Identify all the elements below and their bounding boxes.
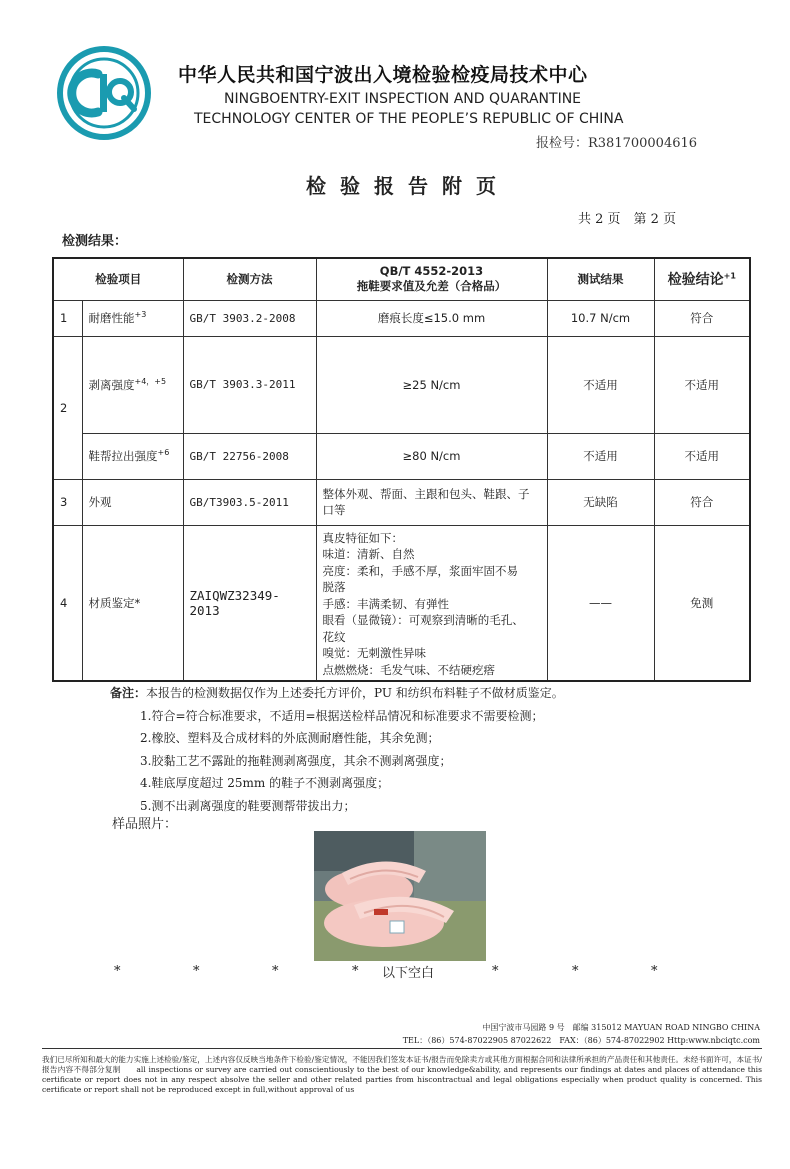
star-mark: *	[492, 964, 499, 979]
req-line: 点燃燃烧：毛发气味、不结硬疙瘩	[322, 662, 495, 677]
sample-photo-label: 样品照片：	[112, 817, 178, 832]
notes-intro: 本报告的检测数据仅作为上述委托方评价，PU 和纺织布料鞋子不做材质鉴定。	[146, 686, 564, 700]
header-conclusion	[654, 258, 750, 300]
row-requirement: 整体外观、帮面、主跟和包头、鞋跟、子口等	[316, 479, 547, 525]
star-mark: *	[352, 964, 359, 979]
row-method: GB/T 3903.2-2008	[183, 300, 316, 336]
req-line: 嗅觉：无刺激性异味	[322, 646, 426, 660]
req-line: 脱落	[322, 580, 346, 594]
req-line: 真皮特征如下：	[322, 530, 403, 545]
blank-below-marker	[0, 962, 790, 982]
table-row	[53, 300, 750, 336]
row-requirement: ≥25 N/cm	[316, 336, 547, 433]
note-item: 2.橡胶、塑料及合成材料的外底测耐磨性能，其余免测；	[140, 731, 440, 745]
row-conclusion: 符合	[654, 479, 750, 525]
table-row	[53, 433, 750, 479]
row-item-label: 剥离强度	[88, 377, 135, 392]
req-line: 手感：丰满柔韧、有弹性	[322, 596, 449, 611]
header-conclusion-label: 检验结论	[667, 272, 724, 289]
star-mark: *	[572, 964, 579, 979]
blank-below-text: 以下空白	[382, 966, 435, 981]
notes-intro-line	[110, 682, 564, 705]
row-result: 10.7 N/cm	[547, 300, 654, 336]
table-row	[53, 525, 750, 681]
table-header-row	[53, 258, 750, 300]
table-row	[53, 479, 750, 525]
note-item: 3.胶黏工艺不露趾的拖鞋测剥离强度，其余不测剥离强度；	[140, 753, 452, 768]
header-requirement-line1: QB/T 4552-2013	[379, 264, 484, 279]
row-requirement	[316, 525, 547, 681]
ciq-logo-icon	[54, 46, 154, 140]
req-line: 味道：清新、自然	[322, 547, 415, 561]
footer-contact: TEL：（86）574-87022905 87022622 FAX：（86）574-87022902 Http:www.nbciqtc.com	[402, 1036, 760, 1045]
row-item-sup: +3	[134, 310, 147, 320]
results-table	[52, 257, 751, 682]
footer-disclaimer: 我们已尽所知和最大的能力实施上述检验/鉴定，上述内容仅反映当地条件下检验/鉴定情况，不能因我们签发本证书/报告而免除卖方或其他方面根据合同和法律所承担的产品责任和其他责任。未经书面许可，本证书/报告内容不得部分复制 all inspections or survey are carried out conscientiously to the best of our knowledge&ability, and represents our findings at dates and places of attendance this certificate or report does not in any respect absolve the seller and other related parties from hiscontractual and legal obligations especially when product quality is concerned. This certificate or report shall not be reproduced except in full,without approval of us	[42, 1055, 762, 1094]
row-number: 4	[53, 525, 82, 681]
header-conclusion-sup: +1	[723, 271, 736, 281]
req-line: 花纹	[322, 629, 346, 644]
org-name-en-line2: TECHNOLOGY CENTER OF THE PEOPLE’S REPUBLIC OF CHINA	[194, 111, 624, 127]
org-name-en-line1: NINGBOENTRY-EXIT INSPECTION AND QUARANTINE	[224, 91, 582, 107]
row-item-sup: +4，+5	[134, 377, 167, 387]
row-item-sup: +6	[157, 448, 170, 458]
row-result: 不适用	[547, 336, 654, 433]
row-number: 3	[53, 479, 82, 525]
note-item: 5.测不出剥离强度的鞋要测帮带拔出力；	[140, 798, 356, 813]
star-mark: *	[114, 964, 121, 979]
row-item	[82, 433, 183, 479]
header-requirement	[316, 258, 547, 300]
row-requirement: 磨痕长度≤15.0 mm	[316, 300, 547, 336]
row-item	[82, 336, 183, 433]
row-item	[82, 300, 183, 336]
row-requirement: ≥80 N/cm	[316, 433, 547, 479]
row-method: GB/T 3903.3-2011	[183, 336, 316, 433]
row-method: GB/T3903.5-2011	[183, 479, 316, 525]
row-item-label: 鞋帮拉出强度	[88, 449, 158, 463]
page-count: 共 2 页 第 2 页	[578, 212, 677, 227]
req-line: 眼看（显微镜）：可观察到清晰的毛孔、	[322, 613, 524, 627]
row-result: ——	[547, 525, 654, 681]
star-mark: *	[651, 964, 658, 979]
notes	[110, 682, 564, 817]
row-conclusion: 不适用	[654, 433, 750, 479]
row-result: 无缺陷	[547, 479, 654, 525]
org-name-cn: 中华人民共和国宁波出入境检验检疫局技术中心	[178, 64, 588, 86]
row-method: GB/T 22756-2008	[183, 433, 316, 479]
header-method: 检测方法	[183, 258, 316, 300]
header-requirement-line2: 拖鞋要求值及允差（合格品）	[356, 279, 507, 294]
star-mark: *	[272, 964, 279, 979]
results-label: 检测结果：	[62, 234, 128, 249]
row-item: 材质鉴定*	[82, 525, 183, 681]
header-result: 测试结果	[547, 258, 654, 300]
row-item: 外观	[82, 479, 183, 525]
req-line: 亮度：柔和，手感不厚，浆面牢固不易	[322, 563, 518, 578]
note-item: 1.符合=符合标准要求，不适用=根据送检样品情况和标准要求不需要检测；	[140, 708, 544, 723]
header-item: 检验项目	[53, 258, 183, 300]
note-item: 4.鞋底厚度超过 25mm 的鞋子不测剥离强度；	[140, 776, 390, 790]
page-title: 检验报告附页	[306, 174, 510, 198]
report-number: 报检号：R381700004616	[536, 136, 698, 151]
row-number: 2	[53, 336, 82, 479]
table-row	[53, 336, 750, 433]
row-result: 不适用	[547, 433, 654, 479]
row-number: 1	[53, 300, 82, 336]
notes-label: 备注：	[110, 686, 147, 700]
row-conclusion: 符合	[654, 300, 750, 336]
row-method: ZAIQWZ32349-2013	[183, 525, 316, 681]
row-conclusion: 免测	[654, 525, 750, 681]
row-item-label: 耐磨性能	[88, 311, 135, 325]
row-conclusion: 不适用	[654, 336, 750, 433]
sample-photo	[314, 831, 486, 961]
footer-divider	[42, 1048, 762, 1049]
star-mark: *	[193, 964, 200, 979]
footer-address: 中国宁波市马园路 9 号 邮编 315012 MAYUAN ROAD NINGBO CHINA	[482, 1023, 760, 1032]
